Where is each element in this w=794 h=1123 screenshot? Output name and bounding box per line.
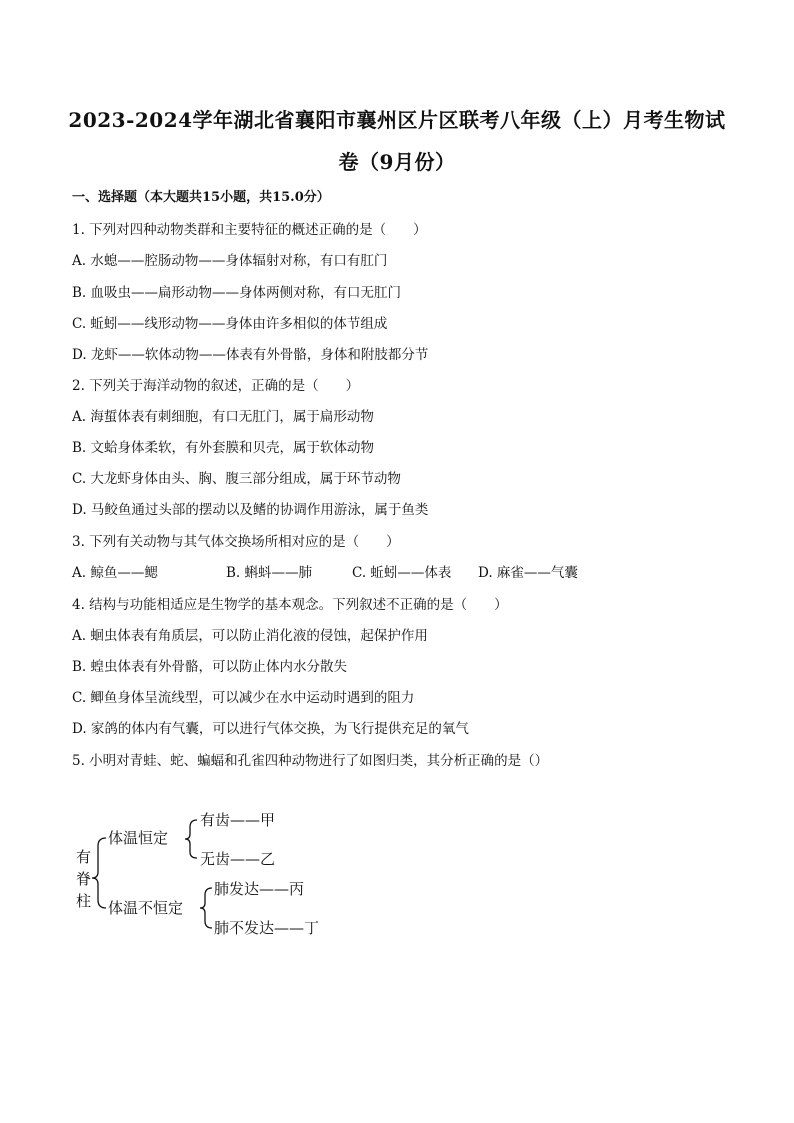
exam-title-line1: 2023-2024学年湖北省襄阳市襄州区片区联考八年级（上）月考生物试 [68,108,726,132]
section-heading: 一、选择题（本大题共15小题，共15.0分） [72,190,330,205]
question-1-stem: 1. 下列对四种动物类群和主要特征的概述正确的是（ ） [72,222,427,238]
question-3-options [72,561,672,581]
question-3-option-b: B. 蝌蚪——肺 [226,565,313,581]
question-3-option-c: C. 蚯蚓——体表 [352,565,452,581]
diagram-leaf-ding: 肺不发达——丁 [214,919,320,937]
question-4-option-a: A. 蛔虫体表有角质层，可以防止消化液的侵蚀，起保护作用 [72,628,428,644]
diagram-leaf-jia: 有齿——甲 [200,811,276,829]
diagram-root-char-1: 有 [76,848,92,866]
question-4-stem: 4. 结构与功能相适应是生物学的基本观念。下列叙述不正确的是（ ） [72,597,508,613]
exam-title-line2: 卷（9月份） [338,150,456,174]
diagram-branch-cold: 体温不恒定 [108,899,184,917]
question-1-option-a: A. 水螅——腔肠动物——身体辐射对称，有口有肛门 [72,253,388,269]
question-2-option-c: C. 大龙虾身体由头、胸、腹三部分组成，属于环节动物 [72,471,401,487]
question-3-option-a: A. 鲸鱼——鳃 [72,565,158,581]
question-1-option-c: C. 蚯蚓——线形动物——身体由许多相似的体节组成 [72,316,388,332]
diagram-leaf-yi: 无齿——乙 [200,850,276,868]
question-3-stem: 3. 下列有关动物与其气体交换场所相对应的是（ ） [72,534,400,550]
classification-diagram [60,800,340,950]
question-4-option-d: D. 家鸽的体内有气囊，可以进行气体交换，为飞行提供充足的氧气 [72,721,469,737]
question-3-option-d: D. 麻雀——气囊 [478,565,578,581]
question-2-option-b: B. 文蛤身体柔软，有外套膜和贝壳，属于软体动物 [72,440,375,456]
question-2-option-a: A. 海蜇体表有刺细胞，有口无肛门，属于扁形动物 [72,409,374,425]
question-1-option-d: D. 龙虾——软体动物——体表有外骨骼，身体和附肢都分节 [72,347,429,363]
question-2-stem: 2. 下列关于海洋动物的叙述，正确的是（ ） [72,378,360,394]
question-2-option-d: D. 马鲛鱼通过头部的摆动以及鳍的协调作用游泳，属于鱼类 [72,502,429,518]
diagram-brace-warm [185,820,197,858]
diagram-brace-cold [200,888,212,928]
diagram-branch-warm: 体温恒定 [108,829,169,847]
diagram-root-char-3: 柱 [76,892,92,910]
question-5-stem: 5. 小明对青蛙、蛇、蝙蝠和孔雀四种动物进行了如图归类，其分析正确的是（） [72,753,549,769]
diagram-main-brace [92,838,106,908]
diagram-leaf-bing: 肺发达——丙 [214,880,305,898]
diagram-root-char-2: 脊 [76,870,92,888]
question-1-option-b: B. 血吸虫——扁形动物——身体两侧对称，有口无肛门 [72,285,402,301]
question-4-option-c: C. 鲫鱼身体呈流线型，可以减少在水中运动时遇到的阻力 [72,690,415,706]
question-4-option-b: B. 蝗虫体表有外骨骼，可以防止体内水分散失 [72,659,348,675]
